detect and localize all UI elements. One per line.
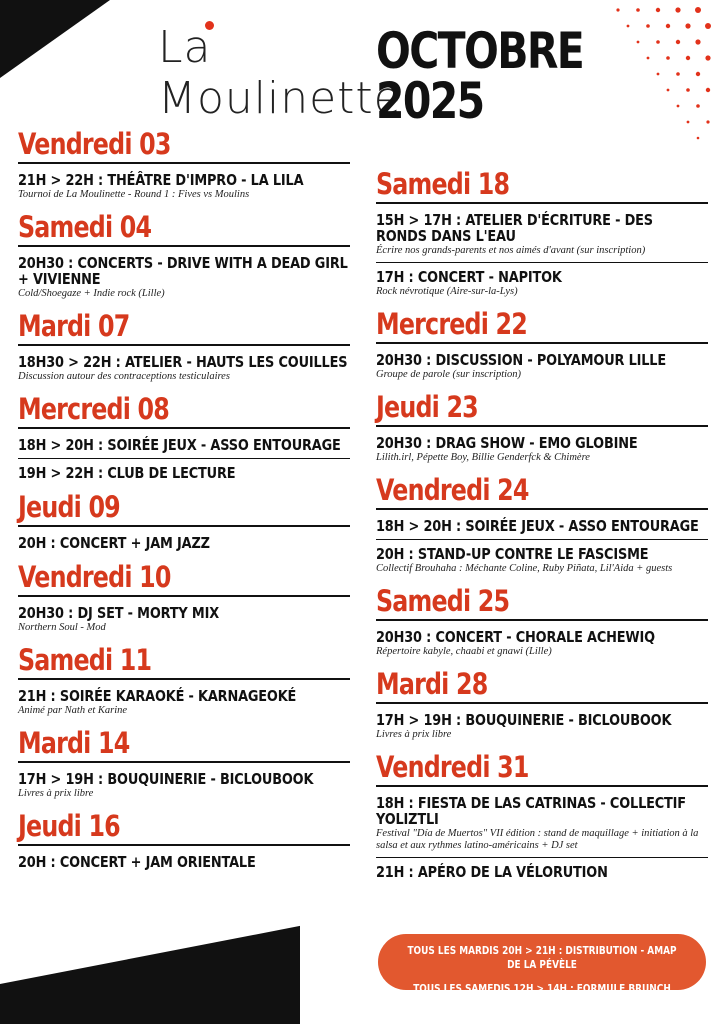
day-heading: Mercredi 22: [376, 307, 528, 341]
day-block: [18, 393, 350, 481]
event-item: [376, 546, 708, 575]
event-subtitle: Tournoi de La Moulinette - Round 1 : Fives vs Moulins: [18, 189, 250, 200]
day-block: [376, 668, 708, 741]
title-year: 2025: [376, 72, 484, 130]
day-divider: [18, 427, 350, 429]
event-item: [18, 688, 350, 717]
day-heading: Mercredi 08: [18, 392, 170, 426]
event-title: 21H > 22H : THÉÂTRE D'IMPRO - LA LILA: [18, 171, 304, 189]
right-column: [376, 168, 708, 890]
event-item: [376, 795, 708, 858]
event-item: [18, 172, 350, 201]
event-divider: [376, 539, 708, 540]
event-title: 15H > 17H : ATELIER D'ÉCRITURE - DES RONDS DANS L'EAU: [376, 211, 653, 245]
logo-text: La Moulinette: [158, 22, 402, 124]
day-heading: Jeudi 23: [376, 390, 478, 424]
event-item: [18, 465, 350, 481]
recurring-line-tuesday: TOUS LES MARDIS 20H > 21H : DISTRIBUTION - AMAP DE LA PÉVÈLE: [407, 945, 677, 971]
corner-decoration-bottom-left: [0, 924, 300, 1024]
event-title: 21H : SOIRÉE KARAOKÉ - KARNAGEOKÉ: [18, 687, 297, 705]
day-divider: [376, 785, 708, 787]
event-item: [18, 771, 350, 800]
event-item: [376, 712, 708, 741]
brand-logo: [158, 18, 402, 124]
page-title: [376, 22, 584, 130]
day-block: [376, 585, 708, 658]
day-divider: [18, 344, 350, 346]
event-title: 20H30 : DISCUSSION - POLYAMOUR LILLE: [376, 351, 666, 369]
event-item: [376, 212, 708, 263]
day-block: [18, 128, 350, 201]
event-item: [18, 535, 350, 551]
event-subtitle: Écrire nos grands-parents et nos aimés d'avant (sur inscription): [376, 245, 646, 256]
day-heading: Jeudi 16: [18, 809, 120, 843]
event-item: [18, 854, 350, 870]
day-heading: Vendredi 31: [376, 750, 529, 784]
day-divider: [18, 245, 350, 247]
event-subtitle: Répertoire kabyle, chaabi et gnawi (Lille): [376, 646, 552, 657]
event-divider: [376, 262, 708, 263]
event-item: [18, 354, 350, 383]
recurring-events-banner: [378, 934, 706, 1009]
day-block: [376, 751, 708, 880]
event-title: 18H30 > 22H : ATELIER - HAUTS LES COUILLES: [18, 353, 348, 371]
event-item: [376, 352, 708, 381]
event-item: [18, 605, 350, 634]
day-block: [18, 561, 350, 634]
day-divider: [18, 844, 350, 846]
day-heading: Samedi 11: [18, 643, 152, 677]
day-heading: Vendredi 03: [18, 127, 171, 161]
event-subtitle: Groupe de parole (sur inscription): [376, 369, 522, 380]
event-subtitle: Collectif Brouhaha : Méchante Coline, Ruby Piñata, Lil'Aida + guests: [376, 563, 673, 574]
left-column: [18, 128, 350, 880]
day-divider: [376, 619, 708, 621]
day-block: [18, 727, 350, 800]
day-divider: [376, 508, 708, 510]
day-divider: [376, 425, 708, 427]
event-title: 20H : CONCERT + JAM JAZZ: [18, 534, 210, 552]
day-divider: [376, 342, 708, 344]
day-divider: [18, 595, 350, 597]
day-divider: [18, 761, 350, 763]
event-item: [376, 864, 708, 880]
event-title: 18H : FIESTA DE LAS CATRINAS - COLLECTIF YOLIZTLI: [376, 794, 686, 828]
event-item: [18, 437, 350, 459]
day-block: [18, 810, 350, 870]
day-block: [376, 308, 708, 381]
event-subtitle: Livres à prix libre: [376, 729, 452, 740]
event-item: [376, 518, 708, 540]
event-subtitle: Lilith.irl, Pépette Boy, Billie Genderfck & Chimère: [376, 452, 590, 463]
event-subtitle: Livres à prix libre: [18, 788, 94, 799]
day-heading: Samedi 18: [376, 167, 510, 201]
day-divider: [376, 202, 708, 204]
event-title: 20H30 : CONCERTS - DRIVE WITH A DEAD GIRL + VIVIENNE: [18, 254, 348, 288]
event-item: [376, 435, 708, 464]
event-title: 18H > 20H : SOIRÉE JEUX - ASSO ENTOURAGE: [376, 517, 699, 535]
event-title: 20H30 : CONCERT - CHORALE ACHEWIQ: [376, 628, 655, 646]
event-title: 17H : CONCERT - NAPITOK: [376, 268, 562, 286]
event-subtitle: Cold/Shoegaze + Indie rock (Lille): [18, 288, 165, 299]
event-title: 20H30 : DJ SET - MORTY MIX: [18, 604, 219, 622]
day-heading: Samedi 04: [18, 210, 152, 244]
event-subtitle: Discussion autour des contraceptions testiculaires: [18, 371, 230, 382]
day-heading: Mardi 14: [18, 726, 130, 760]
event-item: [18, 255, 350, 300]
corner-decoration-top-left: [0, 0, 110, 78]
event-title: 17H > 19H : BOUQUINERIE - BICLOUBOOK: [18, 770, 314, 788]
day-heading: Vendredi 10: [18, 560, 171, 594]
event-divider: [18, 458, 350, 459]
event-title: 20H30 : DRAG SHOW - EMO GLOBINE: [376, 434, 638, 452]
day-divider: [18, 525, 350, 527]
day-block: [376, 474, 708, 575]
day-heading: Mardi 28: [376, 667, 488, 701]
day-block: [18, 310, 350, 383]
event-title: 20H : CONCERT + JAM ORIENTALE: [18, 853, 256, 871]
event-title: 19H > 22H : CLUB DE LECTURE: [18, 464, 236, 482]
event-title: 17H > 19H : BOUQUINERIE - BICLOUBOOK: [376, 711, 672, 729]
event-subtitle: Festival "Día de Muertos" VII édition : stand de maquillage + initiation à la salsa et aux rythmes latino-américains + DJ set: [376, 828, 699, 851]
event-divider: [376, 857, 708, 858]
dot-pattern-decoration: [606, 4, 716, 154]
event-title: 18H > 20H : SOIRÉE JEUX - ASSO ENTOURAGE: [18, 436, 341, 454]
day-block: [18, 211, 350, 300]
event-title: 21H : APÉRO DE LA VÉLORUTION: [376, 863, 608, 881]
day-block: [376, 391, 708, 464]
event-subtitle: Rock névrotique (Aire-sur-la-Lys): [376, 286, 518, 297]
recurring-line-saturday: TOUS LES SAMEDIS 12H > 14H : FORMULE BRUNCH VEGAN À 15€: [413, 983, 671, 1009]
day-heading: Jeudi 09: [18, 490, 120, 524]
day-block: [18, 644, 350, 717]
event-item: [376, 269, 708, 298]
day-heading: Vendredi 24: [376, 473, 529, 507]
event-subtitle: Northern Soul - Mod: [18, 622, 106, 633]
day-block: [18, 491, 350, 551]
title-month: OCTOBRE: [376, 22, 584, 80]
event-title: 20H : STAND-UP CONTRE LE FASCISME: [376, 545, 649, 563]
day-divider: [18, 678, 350, 680]
day-heading: Samedi 25: [376, 584, 510, 618]
day-heading: Mardi 07: [18, 309, 130, 343]
event-subtitle: Animé par Nath et Karine: [18, 705, 128, 716]
event-item: [376, 629, 708, 658]
day-divider: [376, 702, 708, 704]
day-block: [376, 168, 708, 298]
day-divider: [18, 162, 350, 164]
